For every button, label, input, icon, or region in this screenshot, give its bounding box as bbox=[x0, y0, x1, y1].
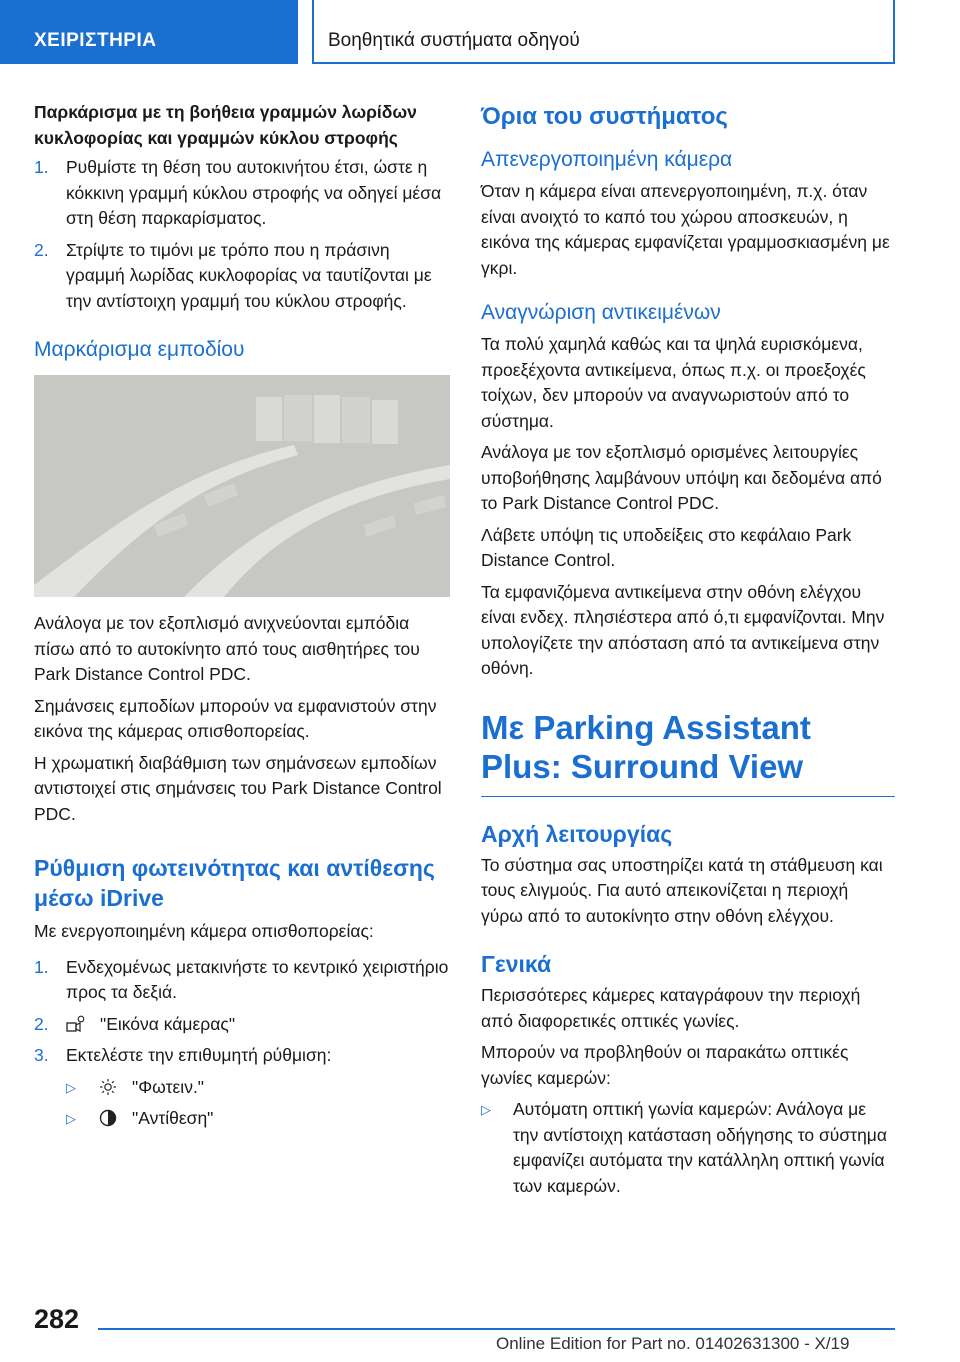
triangle-bullet-icon: ▷ bbox=[481, 1102, 491, 1117]
paragraph: Ανάλογα με τον εξοπλισμό ορισμένες λειτουργίες υποβοήθησης λαμβάνουν υπόψη και δεδομένα από το Park Distance Control PDC. bbox=[481, 442, 882, 513]
paragraph: Η χρωματική διαβάθμιση των σημάνσεων εμποδίων αντιστοιχεί στις σημάνσεις του Park Distance Control PDC. bbox=[34, 752, 442, 824]
heading-surround-view: Με Parking Assistant Plus: Surround View bbox=[481, 708, 895, 797]
step-text: Ενδεχομένως μετακινήστε το κεντρικό χειριστήριο προς τα δεξιά. bbox=[66, 956, 449, 1002]
heading-principle: Αρχή λειτουργίας bbox=[481, 820, 673, 847]
list-item bbox=[34, 155, 450, 232]
paragraph: Περισσότερες κάμερες καταγράφουν την περιοχή από διαφορετικές οπτικές γωνίες. bbox=[481, 985, 861, 1031]
paragraph: Τα εμφανιζόμενα αντικείμενα στην οθόνη ελέγχου είναι ενδεχ. πλησιέστερα από ό,τι εμφανίζονται. Μην υπολογίζετε την απόσταση από τα αντικείμενα στην οθόνη. bbox=[481, 581, 885, 678]
heading-general: Γενικά bbox=[481, 951, 552, 977]
chapter-title-box bbox=[312, 0, 895, 64]
paragraph: Ανάλογα με τον εξοπλισμό ανιχνεύονται εμπόδια πίσω από το αυτοκίνητο από τους αισθητήρες του Park Distance Control PDC. bbox=[34, 613, 420, 684]
options-list bbox=[66, 1075, 450, 1132]
heading-system-limits: Όρια του συστήματος bbox=[481, 103, 728, 130]
heading-brightness-contrast: Ρύθμιση φωτεινότητας και αντίθεσης μέσω iDrive bbox=[34, 855, 435, 911]
list-item bbox=[34, 1043, 450, 1069]
paragraph: Με ενεργοποιημένη κάμερα οπισθοπορείας: bbox=[34, 921, 374, 941]
step-number: 2. bbox=[34, 239, 49, 260]
chapter-title: Βοηθητικά συστήματα οδηγού bbox=[328, 30, 580, 51]
camera-views-list bbox=[481, 1097, 895, 1199]
footer-edition: Online Edition for Part no. 01402631300 - X/19 bbox=[496, 1334, 850, 1353]
distance-marker bbox=[284, 395, 312, 441]
option-text: "Αντίθεση" bbox=[132, 1108, 214, 1128]
paragraph: Σημάνσεις εμποδίων μπορούν να εμφανιστούν στην εικόνα της κάμερας οπισθοπορείας. bbox=[34, 695, 437, 741]
step-number: 3. bbox=[34, 1045, 49, 1065]
step-number: 1. bbox=[34, 157, 49, 177]
triangle-bullet-icon: ▷ bbox=[66, 1111, 76, 1126]
step-number: 2. bbox=[34, 1013, 49, 1034]
list-item bbox=[66, 1106, 450, 1132]
bullet-text: Αυτόματη οπτική γωνία καμερών: Ανάλογα με την αντίστοιχη κατάσταση οδήγησης το σύστημα εμφανίζει αυτόματα την κατάλληλη οπτική γωνία των καμερών. bbox=[513, 1099, 888, 1196]
left-column bbox=[34, 100, 450, 1138]
right-column bbox=[481, 100, 895, 1205]
heading-deactivated-camera: Απενεργοποιημένη κάμερα bbox=[481, 148, 733, 171]
paragraph: Μπορούν να προβληθούν οι παρακάτω οπτικές γωνίες καμερών: bbox=[481, 1042, 849, 1088]
paragraph: Το σύστημα σας υποστηρίζει κατά τη στάθμευση και τους ελιγμούς. Για αυτό απεικονίζεται η περιοχή γύρω από το αυτοκίνητο στην οθόνη ελέγχου. bbox=[481, 854, 883, 926]
section-label: ΧΕΙΡΙΣΤΗΡΙΑ bbox=[34, 30, 157, 51]
steps-list-idrive bbox=[34, 955, 450, 1069]
step-number: 1. bbox=[34, 956, 49, 977]
list-item bbox=[34, 238, 450, 315]
list-item bbox=[34, 955, 450, 1006]
page-number: 282 bbox=[34, 1304, 80, 1334]
subheading-parking-lines: Παρκάρισμα με τη βοήθεια γραμμών λωρίδων κυκλοφορίας και γραμμών κύκλου στροφής bbox=[34, 102, 417, 148]
triangle-bullet-icon: ▷ bbox=[66, 1079, 76, 1095]
list-item bbox=[481, 1097, 895, 1199]
camera-settings-icon bbox=[66, 1015, 86, 1033]
steps-list-parking bbox=[34, 155, 450, 314]
paragraph: Λάβετε υπόψη τις υποδείξεις στο κεφάλαιο Park Distance Control. bbox=[481, 524, 852, 570]
option-text: "Φωτειν." bbox=[132, 1076, 205, 1097]
step-text: Εκτελέστε την επιθυμητή ρύθμιση: bbox=[66, 1045, 332, 1065]
section-tab[interactable] bbox=[0, 0, 298, 64]
list-item bbox=[34, 1012, 450, 1038]
list-item bbox=[66, 1075, 450, 1101]
contrast-icon bbox=[98, 1109, 118, 1127]
heading-obstacle-marking: Μαρκάρισμα εμποδίου bbox=[34, 338, 245, 361]
distance-marker bbox=[372, 400, 398, 444]
step-text: Στρίψτε το τιμόνι με τρόπο που η πράσινη γραμμή λωρίδας κυκλοφορίας να ταυτίζονται με την αντίστοιχη γραμμή του κύκλου στροφής. bbox=[66, 239, 432, 311]
distance-marker bbox=[314, 395, 340, 443]
step-text: "Εικόνα κάμερας" bbox=[100, 1013, 236, 1034]
footer-divider bbox=[98, 1328, 895, 1330]
rear-camera-illustration bbox=[34, 375, 450, 597]
heading-object-detection: Αναγνώριση αντικειμένων bbox=[481, 301, 721, 324]
brightness-icon bbox=[98, 1078, 118, 1096]
step-text: Ρυθμίστε τη θέση του αυτοκινήτου έτσι, ώστε η κόκκινη γραμμή κύκλου στροφής να οδηγεί μέσα στη θέση παρκαρίσματος. bbox=[66, 157, 442, 228]
paragraph: Όταν η κάμερα είναι απενεργοποιημένη, π.χ. όταν είναι ανοιχτό το καπό του χώρου αποσκευών, η εικόνα της κάμερας εμφανίζεται γραμμοσκιασμένη με γκρι. bbox=[481, 181, 890, 278]
distance-marker bbox=[256, 397, 282, 441]
distance-marker bbox=[342, 397, 370, 443]
paragraph: Τα πολύ χαμηλά καθώς και τα ψηλά ευρισκόμενα, προεξέχοντα αντικείμενα, όπως π.χ. οι προεξοχές τοίχων, δεν μπορούν να αναγνωριστούν από το σύστημα. bbox=[481, 334, 866, 431]
